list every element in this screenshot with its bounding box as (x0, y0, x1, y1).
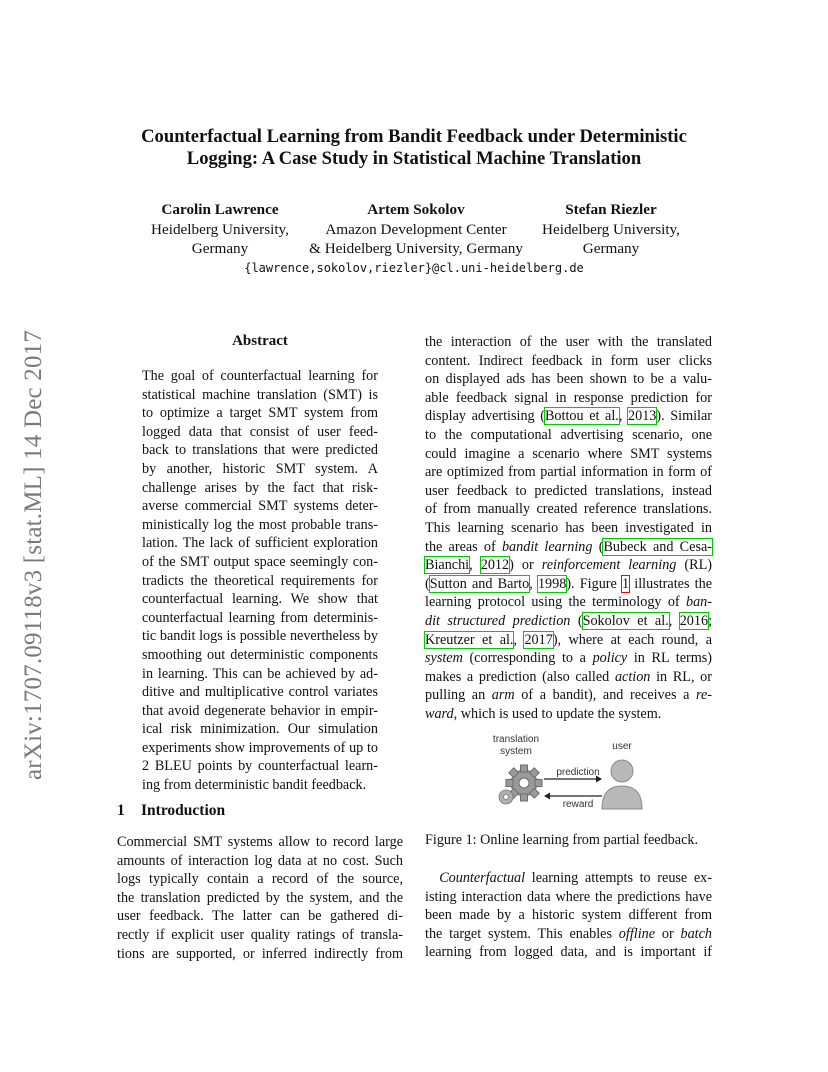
figure-label-reward: reward (562, 799, 594, 810)
intro-line: the translation predicted by the system, and the (117, 889, 403, 906)
abstract-line: 2 BLEU points by counterfactual learn- (142, 758, 378, 775)
figure-diagram (488, 731, 658, 813)
abstract-line: lation. The lack of sufficient exploration (142, 535, 378, 552)
body-line: the areas of bandit learning (Bubeck and Cesa- (425, 538, 712, 555)
author-name: Stefan Riezler (565, 201, 657, 218)
abstract-line: The goal of counterfactual learning for (142, 368, 378, 384)
abstract-line: by another, historic SMT system. A (142, 460, 378, 477)
abstract-line: tic bandit logs is possible nevertheless by (142, 628, 378, 645)
abstract-line: averse commercial SMT systems deter- (142, 498, 378, 515)
body-line: user feedback to predicted translations, instead (425, 482, 712, 499)
citation-link[interactable]: Bottou et al. (544, 408, 619, 425)
body-line: makes a prediction (also called action in RL, or (425, 668, 712, 685)
intro-paragraph (117, 833, 403, 963)
body-line: (Sutton and Barto, 1998). Figure 1 illustrates the (425, 575, 712, 592)
body-line: display advertising (Bottou et al., 2013). Similar (425, 408, 713, 425)
body-line: dit structured prediction (Sokolov et al., 2016; (425, 612, 713, 629)
figure-ref-link[interactable]: 1 (622, 575, 630, 592)
author-affiliation: Germany (191, 240, 249, 257)
body-line: pulling an arm of a bandit), and receives a re- (425, 687, 712, 704)
abstract-line: challenge arises by the fact that risk- (142, 479, 378, 496)
intro-line: Commercial SMT systems allow to record large (117, 834, 403, 850)
body-line: content. Indirect feedback in form user clicks (425, 352, 712, 369)
figure-label-system: translation (492, 734, 540, 745)
abstract-body (142, 367, 378, 795)
body-line: system (corresponding to a policy in RL terms) (425, 650, 712, 667)
figure-label-system: system (500, 746, 532, 757)
section-heading (117, 802, 225, 820)
abstract-line: tradicts the theoretical requirements for (142, 572, 378, 589)
citation-link[interactable]: 2016 (679, 612, 709, 629)
citation-link[interactable]: Sokolov et al. (582, 612, 669, 629)
author-affiliation: & Heidelberg University, Germany (309, 240, 523, 257)
author-affiliation: Germany (582, 240, 640, 257)
author-name: Artem Sokolov (367, 201, 465, 218)
abstract-line: statistical machine translation (SMT) is (142, 386, 378, 403)
body-line: learning protocol using the terminology of ban- (425, 594, 712, 611)
citation-link[interactable]: 2017 (524, 631, 553, 648)
section-title: Introduction (141, 802, 226, 819)
citation-link[interactable]: 2013 (628, 408, 657, 425)
abstract-line: experiments show improvements of up to (142, 739, 378, 756)
body-line: the interaction of the user with the translated (425, 334, 712, 350)
figure-label-user: user (612, 741, 632, 752)
body-line: could imagine a scenario where SMT systems (425, 445, 712, 462)
author-block (140, 200, 300, 259)
body-line: learning from logged data, and is important if (425, 944, 712, 961)
abstract-line: to optimize a target SMT system from (142, 405, 378, 422)
body-line: ward, which is used to update the system. (425, 705, 662, 722)
body-line: been made by a historic system different from (425, 907, 712, 924)
abstract-line: that avoid degenerate behavior in empir- (142, 702, 378, 719)
author-name: Carolin Lawrence (161, 201, 279, 218)
citation-link[interactable]: Bianchi (425, 557, 470, 574)
abstract-line: smoothing out deterministic components (142, 646, 378, 663)
intro-line: tions are supported, or inferred indirectly from (117, 945, 403, 962)
figure-caption: Figure 1: Online learning from partial feedback. (425, 832, 699, 848)
citation-link[interactable]: Kreutzer et al. (425, 631, 514, 648)
intro-line: user feedback. The latter can be gathered di- (117, 908, 403, 925)
author-affiliation: Amazon Development Center (325, 220, 507, 238)
body-line: able feedback signal in response prediction for (425, 389, 712, 406)
citation-link[interactable]: Sutton and Barto (429, 575, 530, 592)
reward-arrowhead (544, 793, 550, 800)
body-line: are optimized from partial information in form of (425, 464, 712, 481)
citation-link[interactable]: 2012 (480, 557, 510, 574)
body-line: Bianchi, 2012) or reinforcement learning (RL) (425, 557, 713, 574)
gear-icon (499, 765, 542, 804)
author-block (530, 200, 692, 259)
body-line: isting interaction data where the predictions have (425, 888, 712, 905)
body-line: on displayed ads has been shown to be a valu- (425, 371, 712, 388)
abstract-line: back to translations that were predicted (142, 442, 378, 459)
user-icon (602, 760, 642, 809)
body-line: Kreutzer et al., 2017), where at each round, a (425, 631, 712, 648)
citation-link[interactable]: 1998 (537, 575, 567, 592)
body-line: This learning scenario has been investigated in (425, 519, 712, 536)
abstract-heading: Abstract (232, 333, 288, 349)
figure-label-prediction: prediction (556, 767, 600, 778)
abstract-line: ditive and multiplicative control variates (142, 684, 378, 701)
author-emails: {lawrence,sokolov,riezler}@cl.uni-heidelberg.de (244, 261, 584, 275)
body-line: the target system. This enables offline or batch (425, 925, 712, 942)
intro-line: rectly if explicit user quality ratings of transla- (117, 926, 403, 943)
paper-title: Counterfactual Learning from Bandit Feedback under Deterministic Logging: A Case Study in Statistical Machine Translation (141, 126, 687, 169)
right-column-paragraph-2 (425, 869, 712, 962)
intro-line: logs typically contain a record of the source, (117, 871, 403, 888)
abstract-line: in learning. This can be achieved by ad- (142, 665, 378, 682)
abstract-line: ing from deterministic bandit feedback. (142, 777, 367, 794)
arxiv-identifier: arXiv:1707.09118v3 [stat.ML] 14 Dec 2017 (20, 329, 47, 780)
body-line: to the computational advertising scenario, one (425, 426, 712, 443)
abstract-line: counterfactual learning from determinis- (142, 609, 378, 626)
author-block (296, 200, 536, 259)
body-line: Counterfactual learning attempts to reuse ex- (439, 870, 712, 886)
abstract-line: logged data that consist of user feed- (142, 423, 378, 440)
abstract-line: ical risk minimization. Our simulation (142, 721, 378, 738)
abstract-line: of the SMT output space seemingly con- (142, 553, 378, 570)
author-affiliation: Heidelberg University, (542, 220, 680, 238)
abstract-line: ministically log the most probable trans- (142, 516, 378, 533)
right-column-paragraph (425, 333, 712, 723)
intro-line: amounts of interaction log data at no cost. Such (117, 852, 403, 869)
abstract-line: counterfactual learning. We show that (142, 591, 378, 608)
section-number: 1 (117, 802, 125, 819)
author-affiliation: Heidelberg University, (151, 220, 289, 238)
citation-link[interactable]: Bubeck and Cesa- (603, 538, 712, 555)
body-line: of from manually created reference translations. (425, 501, 712, 518)
